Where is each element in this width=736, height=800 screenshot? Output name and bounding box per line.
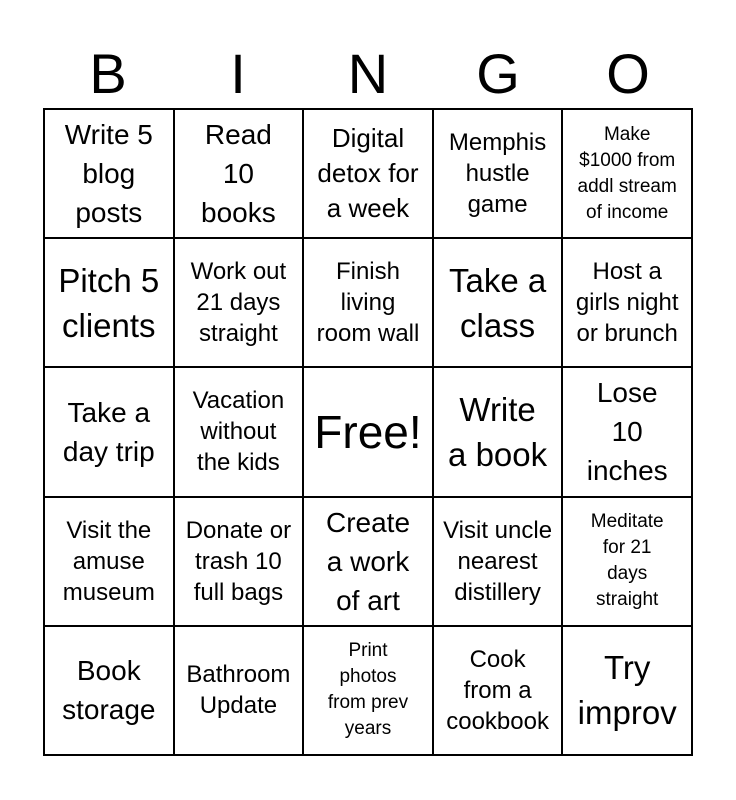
bingo-cell[interactable] [433, 367, 563, 496]
bingo-cell[interactable] [433, 109, 563, 238]
bingo-cell[interactable] [174, 238, 304, 367]
bingo-cell[interactable] [562, 109, 692, 238]
bingo-cell-text: Donate or trash 10 full bags [185, 516, 292, 606]
bingo-cell-text: Read 10 books [201, 119, 276, 229]
bingo-cell-text: Cook from a cookbook [446, 645, 549, 735]
bingo-board [43, 108, 693, 756]
bingo-cell-text: Memphis hustle game [448, 129, 547, 219]
bingo-cell-text: Host a girls night or brunch [575, 258, 679, 348]
bingo-cell-text: Visit the amuse museum [62, 516, 155, 606]
bingo-cell[interactable] [562, 626, 692, 755]
bingo-cell[interactable] [433, 497, 563, 626]
bingo-cell-text: Finish living room wall [316, 258, 420, 348]
header-letter-i: I [230, 42, 246, 105]
bingo-cell[interactable] [174, 497, 304, 626]
header-letter-n: N [347, 42, 389, 105]
bingo-cell-text: Make $1000 from addl stream of income [577, 123, 677, 223]
bingo-cell[interactable] [433, 626, 563, 755]
bingo-cell[interactable] [44, 109, 174, 238]
bingo-cell[interactable] [303, 109, 433, 238]
header-letter-g: G [476, 42, 520, 105]
header-letter-o: O [606, 42, 650, 105]
bingo-cell[interactable] [303, 626, 433, 755]
bingo-cell-text: Meditate for 21 days straight [590, 511, 664, 611]
bingo-cell-text: Bathroom Update [186, 661, 291, 720]
bingo-cell[interactable] [174, 367, 304, 496]
bingo-cell[interactable] [44, 497, 174, 626]
bingo-cell[interactable] [303, 497, 433, 626]
bingo-cell[interactable] [44, 626, 174, 755]
bingo-cell[interactable] [562, 238, 692, 367]
bingo-header [43, 40, 693, 108]
bingo-cell-text: Work out 21 days straight [190, 258, 287, 348]
bingo-cell[interactable] [562, 497, 692, 626]
bingo-cell[interactable] [562, 367, 692, 496]
bingo-cell-text: Pitch 5 clients [58, 261, 160, 344]
bingo-cell-text: Book storage [62, 655, 156, 726]
bingo-cell-text: Free! [314, 405, 422, 458]
bingo-cell-text: Visit uncle nearest distillery [443, 516, 553, 606]
bingo-cell[interactable] [174, 109, 304, 238]
bingo-cell-text: Take a class [448, 261, 547, 344]
bingo-cell-text: Take a day trip [62, 396, 155, 467]
bingo-cell-text: Try improv [577, 649, 677, 732]
bingo-free-space[interactable] [303, 367, 433, 496]
bingo-cell-text: Print photos from prev years [327, 640, 409, 740]
bingo-cell-text: Vacation without the kids [192, 387, 285, 477]
bingo-cell[interactable] [303, 238, 433, 367]
bingo-cell-text: Write 5 blog posts [64, 119, 153, 229]
bingo-cell[interactable] [44, 238, 174, 367]
bingo-cell[interactable] [174, 626, 304, 755]
bingo-cell[interactable] [433, 238, 563, 367]
bingo-cell-text: Digital detox for a week [317, 123, 419, 224]
bingo-cell[interactable] [44, 367, 174, 496]
bingo-cell-text: Write a book [448, 390, 548, 473]
bingo-cell-text: Create a work of art [325, 506, 411, 616]
bingo-cell-text: Lose 10 inches [586, 377, 668, 487]
header-letter-b: B [89, 42, 127, 105]
